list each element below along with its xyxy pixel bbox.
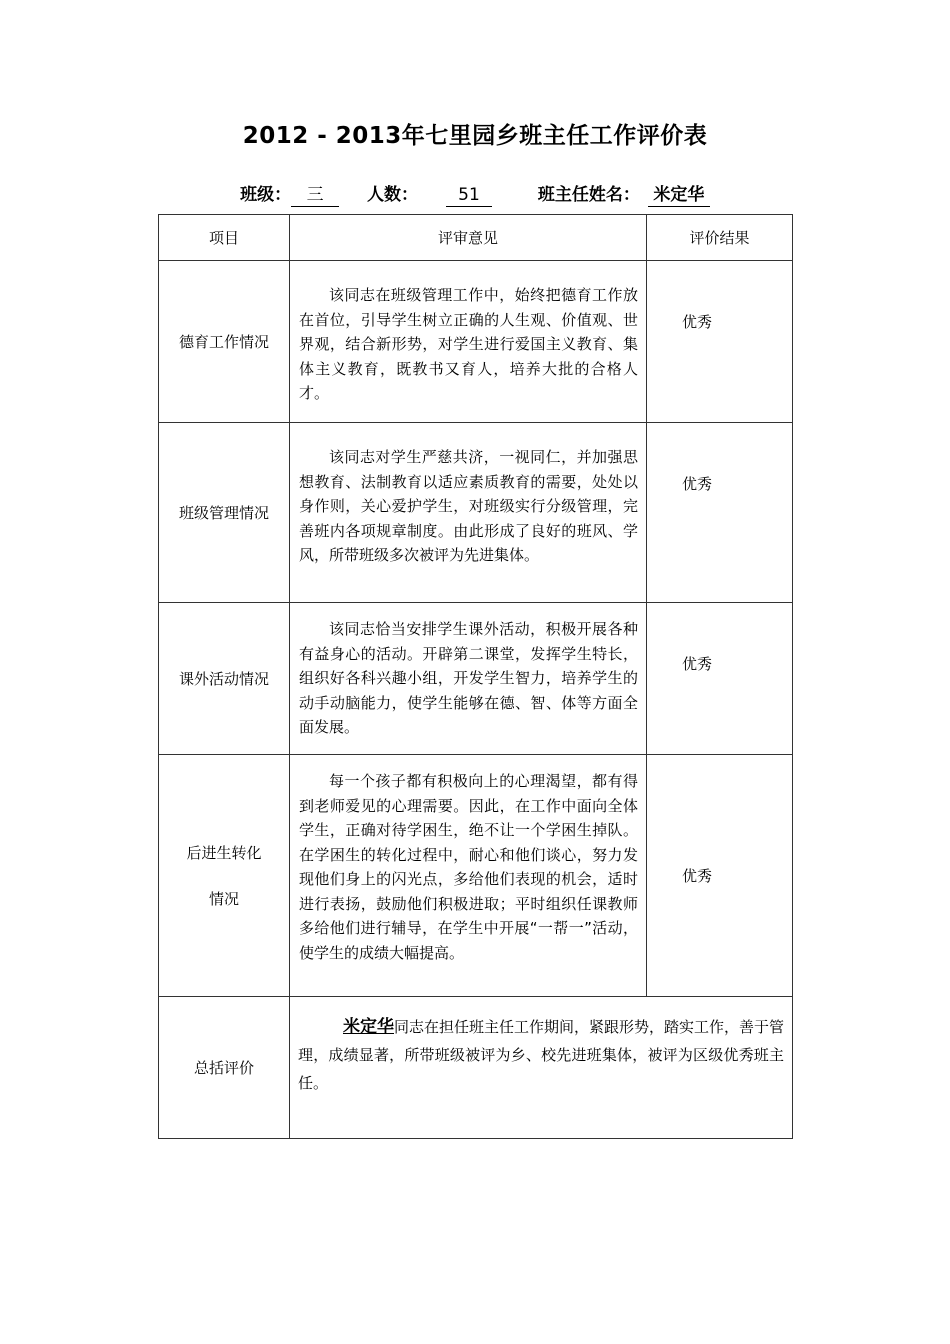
row-item: 班级管理情况: [159, 423, 290, 603]
row-result: 优秀: [647, 603, 793, 755]
class-value: 三: [291, 184, 339, 207]
row-item: 德育工作情况: [159, 261, 290, 423]
summary-item: 总括评价: [159, 997, 290, 1139]
count-label: 人数：: [367, 185, 418, 205]
class-info-line: [0, 180, 950, 207]
summary-text: [290, 997, 793, 1139]
header-opinion: 评审意见: [290, 215, 647, 261]
teacher-value: 米定华: [648, 184, 710, 207]
row-item: 后进生转化 情况: [159, 755, 290, 997]
table-row: [159, 603, 793, 755]
row-opinion: 该同志恰当安排学生课外活动，积极开展各种有益身心的活动。开辟第二课堂，发挥学生特长，组织好各科兴趣小组，开发学生智力，培养学生的动手动脑能力，使学生能够在德、智、体等方面全面发展。: [290, 603, 647, 755]
row-result: 优秀: [647, 423, 793, 603]
evaluation-table: [158, 214, 793, 1139]
table-row: [159, 423, 793, 603]
header-result: 评价结果: [647, 215, 793, 261]
summary-row: [159, 997, 793, 1139]
row-result: 优秀: [647, 261, 793, 423]
row-result: 优秀: [647, 755, 793, 997]
header-item: 项目: [159, 215, 290, 261]
summary-teacher-name: 米定华: [343, 1017, 394, 1037]
teacher-label: 班主任姓名：: [537, 185, 640, 205]
summary-body: 同志在担任班主任工作期间，紧跟形势，踏实工作，善于管理，成绩显著，所带班级被评为乡、校先进班集体，被评为区级优秀班主任。: [298, 1018, 785, 1092]
table-row: [159, 261, 793, 423]
table-row: [159, 755, 793, 997]
row-opinion: 该同志对学生严慈共济，一视同仁，并加强思想教育、法制教育以适应素质教育的需要，处处以身作则，关心爱护学生，对班级实行分级管理，完善班内各项规章制度。由此形成了良好的班风、学风，所带班级多次被评为先进集体。: [290, 423, 647, 603]
row-item: 课外活动情况: [159, 603, 290, 755]
table-header-row: [159, 215, 793, 261]
class-label: 班级：: [240, 185, 292, 205]
row-opinion: 该同志在班级管理工作中，始终把德育工作放在首位，引导学生树立正确的人生观、价值观、世界观，结合新形势，对学生进行爱国主义教育、集体主义教育，既教书又育人，培养大批的合格人才。: [290, 261, 647, 423]
count-value: 51: [446, 184, 492, 207]
row-opinion: 每一个孩子都有积极向上的心理渴望，都有得到老师爱见的心理需要。因此，在工作中面向全体学生，正确对待学困生，绝不让一个学困生掉队。在学困生的转化过程中，耐心和他们谈心，努力发现他们身上的闪光点，多给他们表现的机会，适时进行表扬，鼓励他们积极进取；平时组织任课教师多给他们进行辅导，在学生中开展“一帮一”活动，使学生的成绩大幅提高。: [290, 755, 647, 997]
document-title: 2012 - 2013年七里园乡班主任工作评价表: [242, 123, 708, 149]
